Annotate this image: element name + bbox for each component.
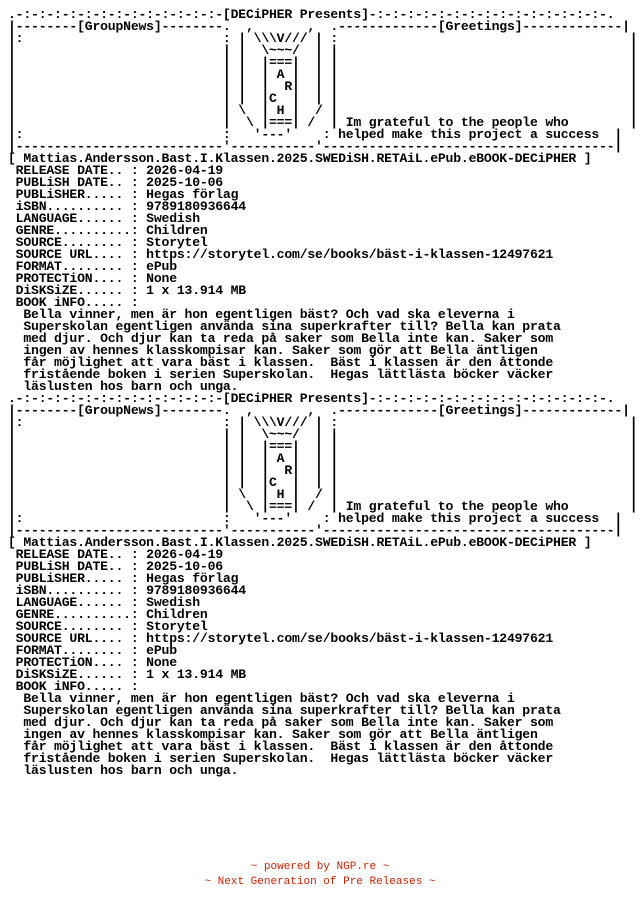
nfo-line: .-:-:-:-:-:-:-:-:-:-:-:-:-:-[DECiPHER Presents]-:-:-:-:-:-:-:-:-:-:-:-:-:-:-:-. xyxy=(8,391,615,406)
nfo-line: fristående boken i serien Superskolan. Hegas lättlästa böcker väcker xyxy=(8,367,554,382)
nfo-line: | | | |===| | | | xyxy=(8,55,638,70)
nfo-line: iSBN.......... : 9789180936644 xyxy=(8,199,246,214)
nfo-line: Bella vinner, men är hon egentligen bäst? Och vad ska eleverna i xyxy=(8,307,515,322)
nfo-line: Superskolan egentligen använda sina superkrafter till? Bella kan prata xyxy=(8,703,561,718)
footer xyxy=(0,860,640,890)
nfo-line: | | | | R| | | | xyxy=(8,463,638,478)
nfo-line: med djur. Och djur kan ta reda på saker som Bella inte kan. Saker som xyxy=(8,715,554,730)
nfo-line: RELEASE DATE.. : 2026-04-19 xyxy=(8,163,223,178)
nfo-line: | | | \~~~/ | | | xyxy=(8,43,638,58)
nfo-line: [ Mattias.Andersson.Bast.I.Klassen.2025.SWEDiSH.RETAiL.ePub.eBOOK-DECiPHER ] xyxy=(8,535,592,550)
nfo-line: LANGUAGE...... : Swedish xyxy=(8,595,200,610)
nfo-line: GENRE..........: Children xyxy=(8,223,208,238)
nfo-line: PUBLiSHER..... : Hegas förlag xyxy=(8,187,239,202)
nfo-line: med djur. Och djur kan ta reda på saker som Bella inte kan. Saker som xyxy=(8,331,554,346)
nfo-line: | | \ |===| / | Im grateful to the people who | xyxy=(8,115,638,130)
nfo-line: |: : | \\\V/// | : | xyxy=(8,31,638,46)
nfo-line: ingen av hennes klasskompisar kan. Saker som gör att Bella äntligen xyxy=(8,727,538,742)
nfo-line: SOURCE........ : Storytel xyxy=(8,619,208,634)
nfo-line: PUBLiSHER..... : Hegas förlag xyxy=(8,571,239,586)
nfo-line: läslusten hos barn och unga. xyxy=(8,379,239,394)
nfo-line: | | \ |===| / | Im grateful to the people who | xyxy=(8,499,638,514)
nfo-line: BOOK iNFO..... : xyxy=(8,679,139,694)
nfo-line: |: : '---' : helped make this project a success | xyxy=(8,511,623,526)
nfo-line: GENRE..........: Children xyxy=(8,607,208,622)
nfo-line: | | | | A | | | | xyxy=(8,451,638,466)
footer-tagline: ~ Next Generation of Pre Releases ~ xyxy=(204,876,436,888)
nfo-line: SOURCE URL.... : https://storytel.com/se/books/bäst-i-klassen-12497621 xyxy=(8,631,554,646)
nfo-line: iSBN.......... : 9789180936644 xyxy=(8,583,246,598)
nfo-line: | | | |C | | | | xyxy=(8,475,638,490)
footer-powered-by: ~ powered by NGP.re ~ xyxy=(250,861,390,873)
nfo-line: | | | \~~~/ | | | xyxy=(8,427,638,442)
nfo-line: | | | | R| | | | xyxy=(8,79,638,94)
nfo-line: BOOK iNFO..... : xyxy=(8,295,139,310)
nfo-line: FORMAT........ : ePub xyxy=(8,643,177,658)
nfo-line: |--------[GroupNews]--------. , , .-------------[Greetings]-------------| xyxy=(8,403,630,418)
nfo-line: PUBLiSH DATE.. : 2025-10-06 xyxy=(8,559,223,574)
nfo-line: PROTECTiON.... : None xyxy=(8,655,177,670)
nfo-line: ingen av hennes klasskompisar kan. Saker som gör att Bella äntligen xyxy=(8,343,538,358)
nfo-line: | | | | A | | | | xyxy=(8,67,638,82)
nfo-line: FORMAT........ : ePub xyxy=(8,259,177,274)
nfo-line: LANGUAGE...... : Swedish xyxy=(8,211,200,226)
nfo-line: | | \ | H | / | | xyxy=(8,487,638,502)
nfo-line: | | \ | H | / | | xyxy=(8,103,638,118)
nfo-line: .-:-:-:-:-:-:-:-:-:-:-:-:-:-[DECiPHER Presents]-:-:-:-:-:-:-:-:-:-:-:-:-:-:-:-. xyxy=(8,7,615,22)
nfo-line: [ Mattias.Andersson.Bast.I.Klassen.2025.SWEDiSH.RETAiL.ePub.eBOOK-DECiPHER ] xyxy=(8,151,592,166)
nfo-line: Bella vinner, men är hon egentligen bäst? Och vad ska eleverna i xyxy=(8,691,515,706)
nfo-line: DiSKSiZE...... : 1 x 13.914 MB xyxy=(8,283,246,298)
nfo-line: |: : '---' : helped make this project a success | xyxy=(8,127,623,142)
nfo-line: |--------[GroupNews]--------. , , .-------------[Greetings]-------------| xyxy=(8,19,630,34)
nfo-line: |---------------------------'-----------'--------------------------------------| xyxy=(8,139,623,154)
nfo-line: får möjlighet att vara bäst i klassen. Bäst i klassen är den åttonde xyxy=(8,355,554,370)
nfo-line: får möjlighet att vara bäst i klassen. Bäst i klassen är den åttonde xyxy=(8,739,554,754)
nfo-line: | | | |C | | | | xyxy=(8,91,638,106)
nfo-line: SOURCE........ : Storytel xyxy=(8,235,208,250)
nfo-line: PUBLiSH DATE.. : 2025-10-06 xyxy=(8,175,223,190)
nfo-document xyxy=(8,9,637,777)
nfo-line: |---------------------------'-----------'--------------------------------------| xyxy=(8,523,623,538)
nfo-line: DiSKSiZE...... : 1 x 13.914 MB xyxy=(8,667,246,682)
nfo-line: |: : | \\\V/// | : | xyxy=(8,415,638,430)
nfo-line: SOURCE URL.... : https://storytel.com/se/books/bäst-i-klassen-12497621 xyxy=(8,247,554,262)
nfo-line: | | | |===| | | | xyxy=(8,439,638,454)
nfo-line: fristående boken i serien Superskolan. Hegas lättlästa böcker väcker xyxy=(8,751,554,766)
nfo-line: RELEASE DATE.. : 2026-04-19 xyxy=(8,547,223,562)
nfo-line: läslusten hos barn och unga. xyxy=(8,763,239,778)
nfo-line: PROTECTiON.... : None xyxy=(8,271,177,286)
nfo-line: Superskolan egentligen använda sina superkrafter till? Bella kan prata xyxy=(8,319,561,334)
